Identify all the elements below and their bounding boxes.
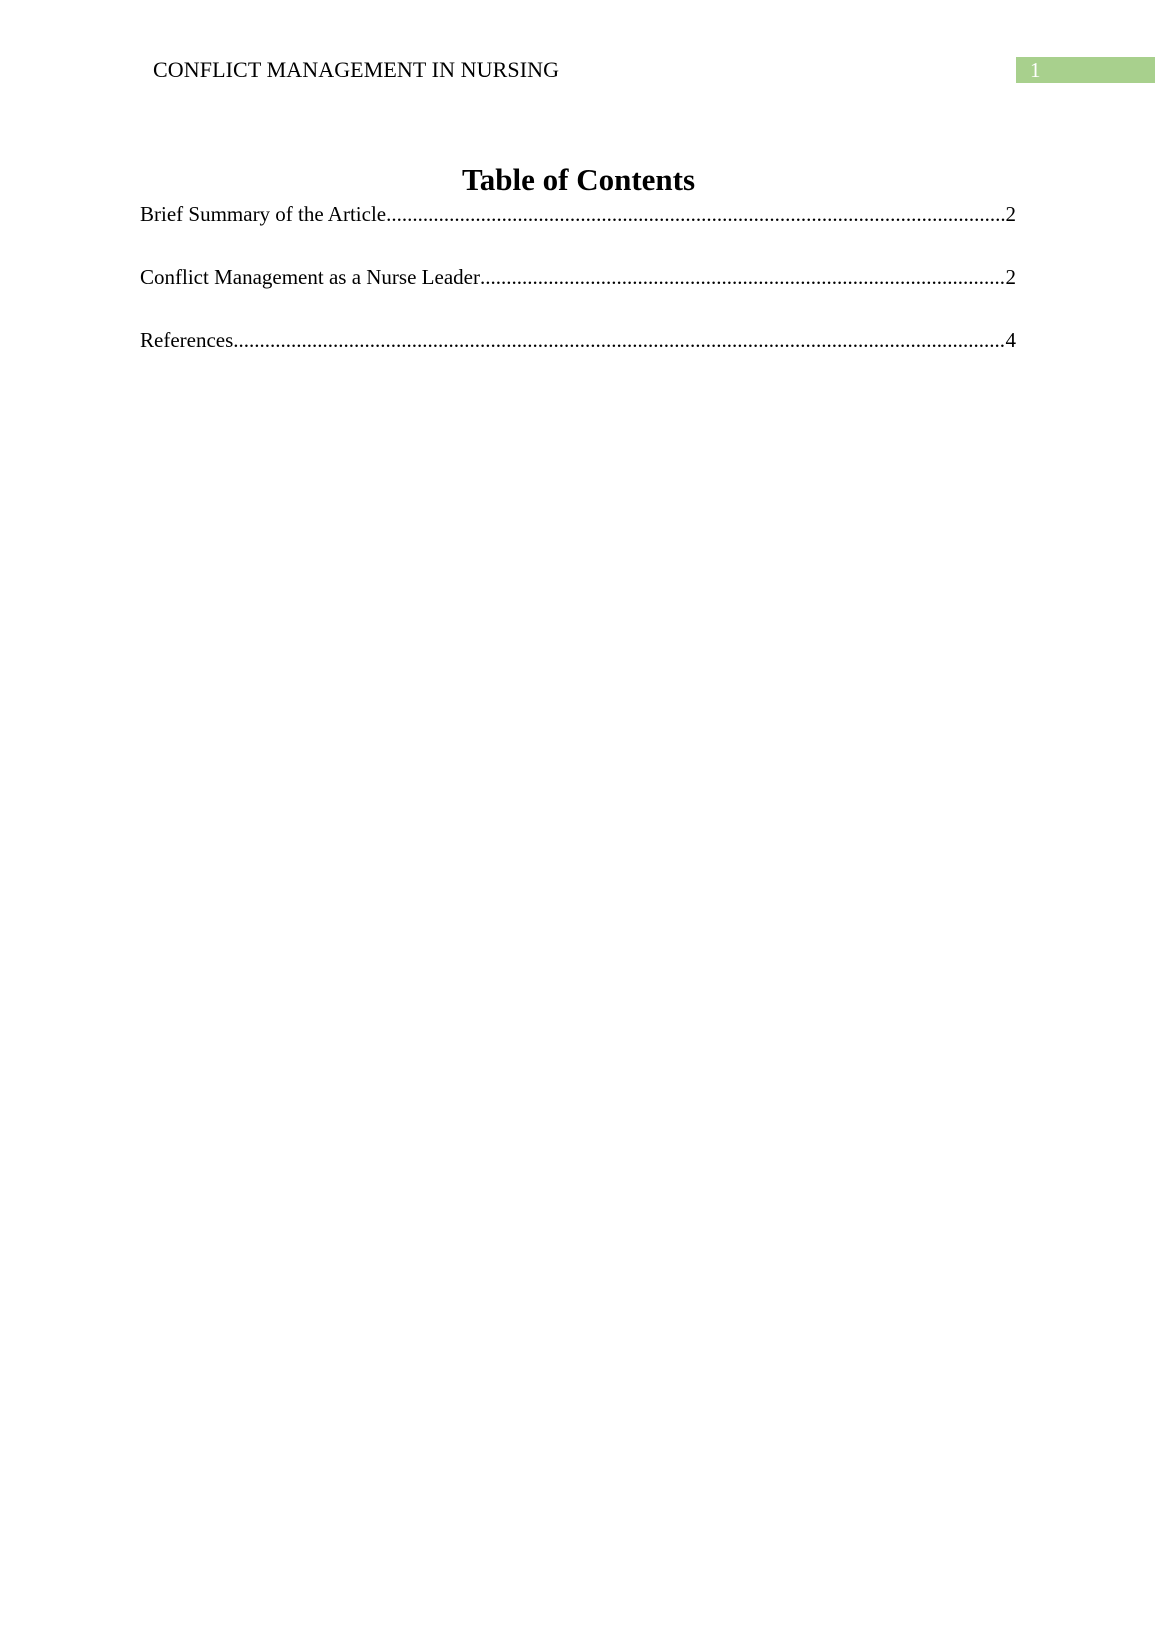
toc-entry-page: 2	[1005, 202, 1016, 226]
page-number: 1	[1030, 58, 1041, 82]
toc-entry-brief-summary[interactable]	[140, 200, 1016, 228]
toc-entry-page: 2	[1005, 265, 1016, 289]
toc-title: Table of Contents	[461, 162, 696, 197]
page-number-highlight	[1016, 57, 1155, 83]
toc-entry-label: Conflict Management as a Nurse Leader	[140, 265, 480, 289]
toc-dot-leader	[480, 263, 1006, 291]
toc-entry-references[interactable]	[140, 326, 1016, 354]
toc-entry-conflict-management[interactable]	[140, 263, 1016, 291]
toc-entry-page: 4	[1005, 328, 1016, 352]
running-head: CONFLICT MANAGEMENT IN NURSING	[153, 57, 560, 82]
toc-dot-leader	[386, 200, 1005, 228]
toc-list	[140, 200, 1016, 389]
toc-dot-leader	[233, 326, 1005, 354]
toc-entry-label: References	[140, 328, 234, 352]
toc-entry-label: Brief Summary of the Article	[140, 202, 387, 226]
